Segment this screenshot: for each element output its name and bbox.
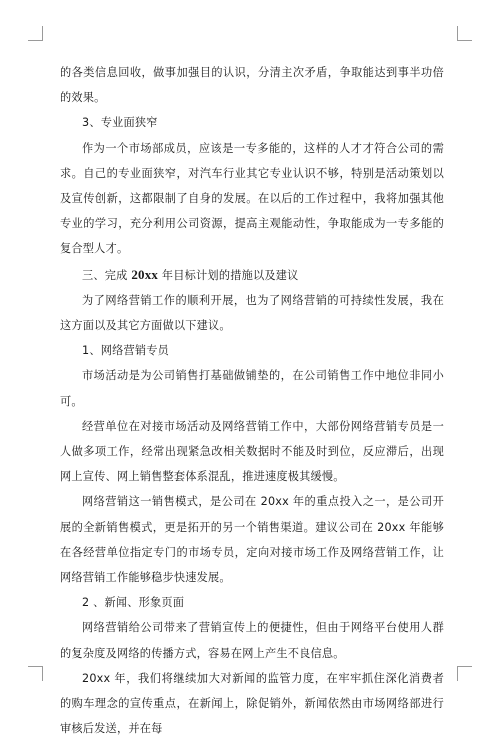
- crop-mark-bottom-right: [457, 666, 472, 681]
- section-heading-part-c: 年目标计划的措施以及建议: [158, 268, 299, 282]
- subheading-news-image: 2 、新闻、形象页面: [82, 596, 185, 610]
- crop-mark-bottom-left: [28, 666, 43, 681]
- paragraph-suggestions-intro: 为了网络营销工作的顺利开展，也为了网络营销的可持续性发展，我在这方面以及其它方面做以下建议。: [60, 293, 444, 333]
- paragraph-expertise: 作为一个市场部成员，应该是一专多能的，这样的人才才符合公司的需求。自己的专业面狭窄，对汽车行业其它专业认识不够，特别是活动策划以及宣传创新，这都限制了自身的发展。在以后的工作过程中，我将加强其他专业的学习，充分利用公司资源，提高主观能动性，争取能成为一专多能的复合型人才。: [60, 141, 444, 256]
- paragraph-news-supervision: 20xx 年，我们将继续加大对新闻的监管力度，在牢牢抓住深化消费者的购车理念的宣传重点，在新闻上，除促销外，新闻依然由市场网络部进行审核后发送，并在每: [60, 671, 444, 736]
- paragraph-continuation: 的各类信息回收，做事加强目的认识，分清主次矛盾，争取能达到事半功倍的效果。: [60, 66, 444, 105]
- paragraph-operating-units: 经营单位在对接市场活动及网络营销工作中，大部份网络营销专员是一人做多项工作，经常出现紧急改相关数据时不能及时到位，反应滞后，出现网上宣传、网上销售整套体系混乱，推进速度极其缓慢。: [60, 419, 444, 484]
- crop-mark-top-left: [28, 26, 43, 41]
- paragraph-sales-model: 网络营销这一销售模式，是公司在 20xx 年的重点投入之一，是公司开展的全新销售模式，更是拓开的另一个销售渠道。建议公司在 20xx 年能够在各经营单位指定专门的市场专员，定向对接市场工作及网络营销工作，让网络营销工作能够稳步快速发展。: [60, 495, 444, 585]
- section-heading-measures: [60, 262, 444, 288]
- section-heading-part-a: 三、完成: [82, 268, 132, 282]
- paragraph-network-convenience: 网络营销给公司带来了营销宣传上的便捷性，但由于网络平台使用人群的复杂度及网络的传播方式，容易在网上产生不良信息。: [60, 621, 444, 660]
- subheading-narrow-expertise: 3、专业面狭窄: [82, 116, 158, 130]
- document-body: [60, 60, 444, 741]
- subheading-marketing-specialist: 1、网络营销专员: [82, 344, 170, 358]
- crop-mark-top-right: [457, 26, 472, 41]
- section-heading-year: 20xx: [131, 266, 159, 282]
- paragraph-market-activity: 市场活动是为公司销售打基础做铺垫的，在公司销售工作中地位非同小可。: [60, 369, 444, 408]
